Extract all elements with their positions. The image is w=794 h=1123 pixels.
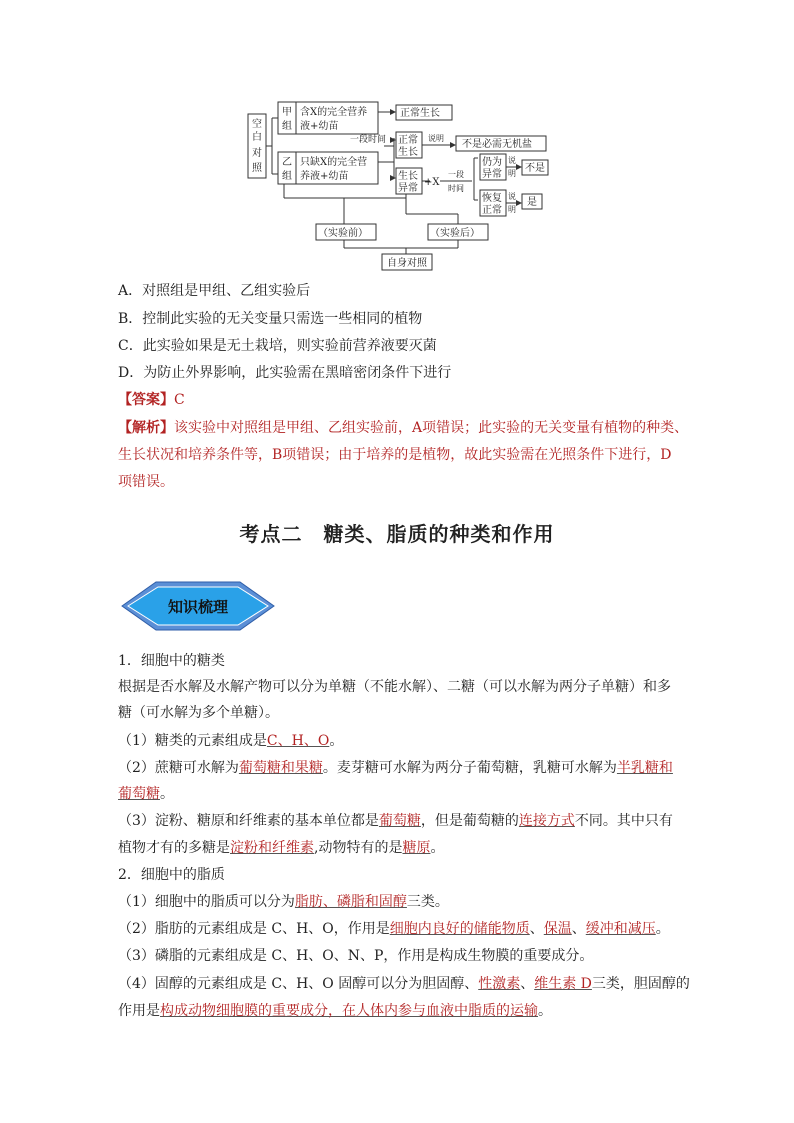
- keyword: 构成动物细胞膜的重要成分，在人体内参与血液中脂质的运输: [160, 1003, 538, 1019]
- answer-line: [118, 390, 185, 410]
- diagram-control-label: 对: [252, 148, 262, 159]
- text: 三类，胆固醇的: [591, 976, 690, 992]
- keyword: 连接方式: [518, 813, 575, 829]
- answer-label: 【答案】: [118, 392, 174, 408]
- recovered-label: 正常: [482, 205, 502, 216]
- text: ，但是葡萄糖的: [420, 813, 519, 829]
- lipid-point-2: [118, 919, 670, 939]
- group-a-label: 甲: [282, 107, 292, 118]
- analysis-line-2: 生长状况和培养条件等，B项错误；由于培养的是植物，故此实验需在光照条件下进行，D: [118, 447, 672, 463]
- sugar-point-2: [118, 758, 673, 778]
- lipid-point-4: [118, 974, 690, 994]
- before-label: （实验前）: [318, 228, 368, 239]
- option-c: C．此实验如果是无土栽培，则实验前营养液要灭菌: [118, 338, 437, 354]
- normal-growth-a: 正常生长: [400, 108, 440, 119]
- normal-growth-b: 生长: [398, 147, 418, 158]
- keyword: 细胞内良好的储能物质: [389, 921, 530, 937]
- shows-label: 明: [508, 205, 516, 214]
- keyword: 糖原: [402, 840, 431, 856]
- keyword: 葡萄糖: [378, 813, 421, 829]
- text: （3）淀粉、糖原和纤维素的基本单位都是: [118, 813, 379, 829]
- plus-x-label: +X: [424, 177, 440, 188]
- sugar-point-2-cont: [118, 784, 174, 804]
- shows-label: 说明: [428, 134, 444, 143]
- sugar-point-3: [118, 811, 673, 831]
- still-abnormal-label: 异常: [482, 169, 502, 180]
- keyword: 保温: [543, 921, 572, 937]
- text: 三类。: [406, 894, 449, 910]
- text: ,动物特有的是: [314, 840, 403, 856]
- normal-growth-b: 正常: [398, 135, 418, 146]
- text: 作用是: [118, 1003, 160, 1019]
- text: 、: [529, 921, 544, 937]
- shows-label: 明: [508, 169, 516, 178]
- not-necessary-label: 不是必需无机盐: [462, 139, 532, 150]
- abnormal-label: 异常: [398, 183, 418, 194]
- text: 。麦芽糖可水解为两分子葡萄糖，乳糖可水解为: [322, 760, 617, 776]
- text: 。: [538, 1003, 552, 1019]
- option-a: A．对照组是甲组、乙组实验后: [118, 283, 311, 299]
- text: （1）细胞中的脂质可以分为: [118, 894, 295, 910]
- analysis-text: 该实验中对照组是甲组、乙组实验前，A项错误；此实验的无关变量有植物的种类、: [174, 420, 689, 436]
- keyword: 性激素: [478, 976, 521, 992]
- sugar-point-3-cont: [118, 838, 444, 858]
- text: 。: [329, 733, 344, 749]
- group-b-content: 养液+幼苗: [300, 171, 349, 182]
- time-label: 一段时间: [350, 135, 387, 145]
- analysis-line-1: [118, 418, 688, 438]
- sugar-intro-2: 糖（可水解为多个单糖）。: [118, 705, 279, 721]
- still-abnormal-label: 仍为: [482, 157, 502, 168]
- keyword: 缓冲和减压: [585, 921, 656, 937]
- shows-label: 说: [508, 192, 516, 201]
- keyword: C、H、O: [266, 733, 330, 749]
- sugar-heading: 1．细胞中的糖类: [118, 653, 225, 669]
- self-control-label: 自身对照: [387, 258, 427, 269]
- text: 。: [430, 840, 445, 856]
- keyword: 葡萄糖: [118, 786, 160, 802]
- option-d: D．为防止外界影响，此实验需在黑暗密闭条件下进行: [118, 365, 452, 381]
- text: 。: [655, 921, 670, 937]
- recovered-label: 恢复: [482, 193, 502, 204]
- keyword: 半乳糖和: [616, 760, 673, 776]
- lipid-point-4-cont: [118, 1001, 552, 1021]
- text: 、: [571, 921, 586, 937]
- time-label-2: 时间: [448, 184, 464, 193]
- section-title: 考点二 糖类、脂质的种类和作用: [239, 522, 555, 546]
- group-a-label: 组: [282, 121, 292, 132]
- text: （1）糖类的元素组成是: [118, 733, 267, 749]
- group-b-content: 只缺X的完全营: [300, 157, 368, 168]
- shows-label: 说: [508, 156, 516, 165]
- badge-label: 知识梳理: [167, 598, 229, 616]
- diagram-control-label: 白: [252, 132, 262, 143]
- lipid-point-3: （3）磷脂的元素组成是 C、H、O、N、P，作用是构成生物膜的重要成分。: [118, 948, 594, 964]
- result-no: 不是: [525, 163, 545, 174]
- analysis-line-3: 项错误。: [118, 474, 174, 490]
- text: （2）蔗糖可水解为: [118, 760, 239, 776]
- text: 。: [160, 786, 174, 802]
- text: （2）脂肪的元素组成是 C、H、O，作用是: [118, 921, 390, 937]
- group-a-content: 液+幼苗: [300, 121, 339, 132]
- experiment-diagram: [244, 96, 554, 272]
- diagram-control-label: 空: [252, 119, 262, 130]
- knowledge-badge: [120, 580, 276, 632]
- keyword: 维生素 D: [534, 976, 592, 992]
- group-b-label: 乙: [282, 157, 292, 168]
- result-yes: 是: [527, 197, 537, 208]
- group-b-label: 组: [282, 171, 292, 182]
- text: 、: [520, 976, 535, 992]
- answer-value: C: [174, 392, 185, 408]
- sugar-point-1: [118, 731, 343, 751]
- keyword: 脂肪、磷脂和固醇: [294, 894, 407, 910]
- keyword: 葡萄糖和果糖: [238, 760, 323, 776]
- keyword: 淀粉和纤维素: [230, 840, 314, 856]
- abnormal-label: 生长: [398, 171, 418, 182]
- lipid-heading: 2．细胞中的脂质: [118, 867, 225, 883]
- after-label: （实验后）: [430, 228, 480, 239]
- text: 植物才有的多糖是: [118, 840, 230, 856]
- option-b: B．控制此实验的无关变量只需选一些相同的植物: [118, 311, 423, 327]
- text: 不同。其中只有: [574, 813, 673, 829]
- diagram-control-label: 照: [252, 163, 262, 174]
- analysis-label: 【解析】: [118, 420, 174, 436]
- time-label-2: 一段: [448, 170, 464, 179]
- sugar-intro-1: 根据是否水解及水解产物可以分为单糖（不能水解）、二糖（可以水解为两分子单糖）和多: [118, 679, 671, 695]
- lipid-point-1: [118, 892, 449, 912]
- group-a-content: 含X的完全营养: [300, 107, 368, 118]
- text: （4）固醇的元素组成是 C、H、O 固醇可以分为胆固醇、: [118, 976, 479, 992]
